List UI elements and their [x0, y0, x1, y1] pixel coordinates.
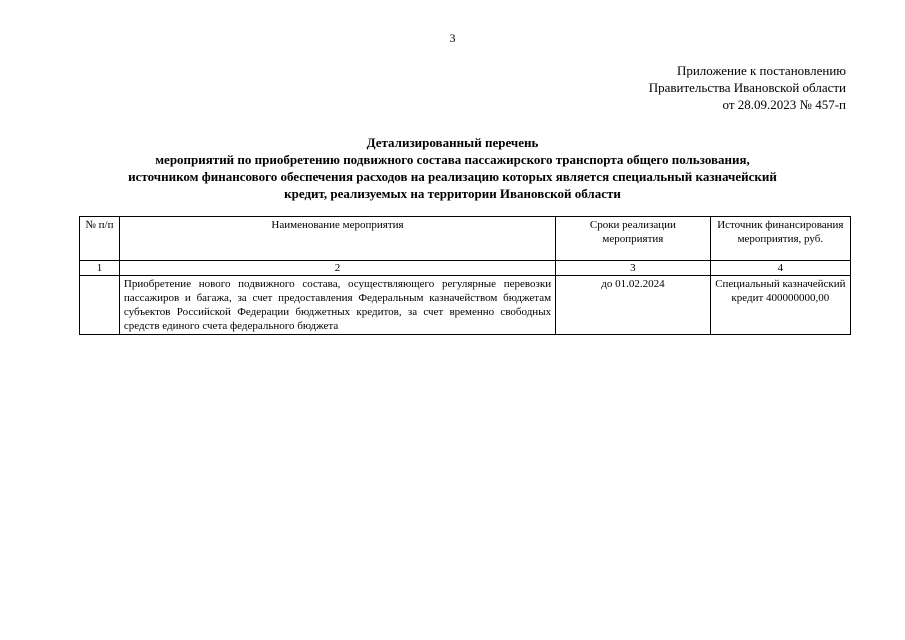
- column-index: 3: [556, 261, 711, 276]
- header-source: Источник финансирования мероприятия, руб.: [710, 217, 850, 261]
- row-term: до 01.02.2024: [556, 276, 711, 335]
- table-header-row: [80, 217, 851, 261]
- column-index: 2: [119, 261, 555, 276]
- title-line: источником финансового обеспечения расходов на реализацию которых является специальный казначейский: [128, 169, 777, 184]
- title-line: Детализированный перечень: [366, 135, 539, 150]
- table-row: [80, 276, 851, 335]
- column-index-row: [80, 261, 851, 276]
- column-index: 4: [710, 261, 850, 276]
- title-line: кредит, реализуемых на территории Ивановской области: [284, 186, 621, 201]
- appendix-line: Приложение к постановлению: [676, 63, 846, 78]
- header-term: Сроки реализации мероприятия: [556, 217, 711, 261]
- column-index: 1: [80, 261, 120, 276]
- page-number: 3: [449, 31, 456, 45]
- row-num: [80, 276, 120, 335]
- title-line: мероприятий по приобретению подвижного состава пассажирского транспорта общего пользования,: [155, 152, 750, 167]
- appendix-header: [486, 62, 846, 113]
- header-name: Наименование мероприятия: [119, 217, 555, 261]
- row-funding-source: Специальный казначейский кредит 400000000,00: [710, 276, 850, 335]
- header-num: № п/п: [80, 217, 120, 261]
- appendix-line: Правительства Ивановской области: [648, 80, 846, 95]
- appendix-date-number: от 28.09.2023 № 457-п: [722, 97, 846, 112]
- row-event-name: Приобретение нового подвижного состава, осуществляющего регулярные перевозки пассажиров и багажа, за счет предоставления Федеральным казначейством бюджетам субъектов Российской Федерации бюджетных кредитов, за счет временно свободных средств единого счета федерального бюджета: [119, 276, 555, 335]
- events-table: [79, 216, 851, 335]
- document-title: [60, 134, 845, 202]
